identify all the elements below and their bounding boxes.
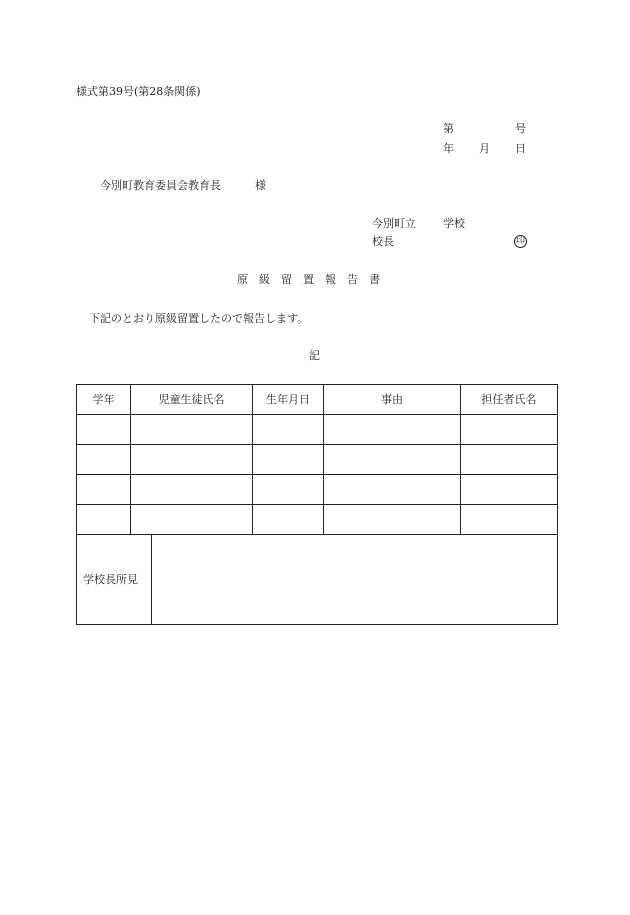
cell-reason[interactable] (324, 445, 461, 475)
principal-opinion-field[interactable] (152, 535, 558, 625)
cell-teacher-name[interactable] (461, 415, 558, 445)
addressee-name: 今別町教育委員会教育長 (100, 179, 221, 192)
principal-opinion-label: 学校長所見 (77, 535, 152, 625)
cell-student-name[interactable] (131, 415, 253, 445)
date-year: 年 (443, 142, 454, 155)
cell-student-name[interactable] (131, 445, 253, 475)
cell-grade[interactable] (77, 445, 131, 475)
header-grade: 学年 (77, 385, 131, 415)
cell-grade[interactable] (77, 505, 131, 535)
body-text: 下記のとおり原級留置したので報告します。 (89, 312, 309, 325)
report-table (76, 384, 558, 625)
cell-reason[interactable] (324, 505, 461, 535)
form-number: 様式第39号(第28条関係) (76, 85, 201, 98)
table-row (77, 445, 558, 475)
document-title: 原級留置報告書 (237, 273, 391, 286)
addressee-honorific: 様 (255, 179, 266, 192)
sender-title: 校長 (372, 235, 394, 248)
document-number-suffix: 号 (515, 122, 526, 135)
cell-teacher-name[interactable] (461, 445, 558, 475)
date-day: 日 (515, 142, 526, 155)
date-month: 月 (479, 142, 490, 155)
principal-opinion-row (77, 535, 558, 625)
cell-birthdate[interactable] (253, 505, 324, 535)
table-row (77, 505, 558, 535)
cell-student-name[interactable] (131, 475, 253, 505)
seal-mark: 印 (515, 236, 525, 246)
cell-grade[interactable] (77, 415, 131, 445)
cell-grade[interactable] (77, 475, 131, 505)
cell-reason[interactable] (324, 415, 461, 445)
sender-school-prefix: 今別町立 (372, 217, 416, 230)
cell-teacher-name[interactable] (461, 475, 558, 505)
header-reason: 事由 (324, 385, 461, 415)
header-student-name: 児童生徒氏名 (131, 385, 253, 415)
cell-teacher-name[interactable] (461, 505, 558, 535)
header-teacher-name: 担任者氏名 (461, 385, 558, 415)
header-birthdate: 生年月日 (253, 385, 324, 415)
ki-label: 記 (309, 349, 320, 362)
table-row (77, 415, 558, 445)
cell-birthdate[interactable] (253, 415, 324, 445)
cell-reason[interactable] (324, 475, 461, 505)
table-row (77, 475, 558, 505)
document-number-prefix: 第 (443, 122, 454, 135)
sender-school-suffix: 学校 (443, 217, 465, 230)
cell-birthdate[interactable] (253, 445, 324, 475)
cell-birthdate[interactable] (253, 475, 324, 505)
table-header-row (77, 385, 558, 415)
cell-student-name[interactable] (131, 505, 253, 535)
